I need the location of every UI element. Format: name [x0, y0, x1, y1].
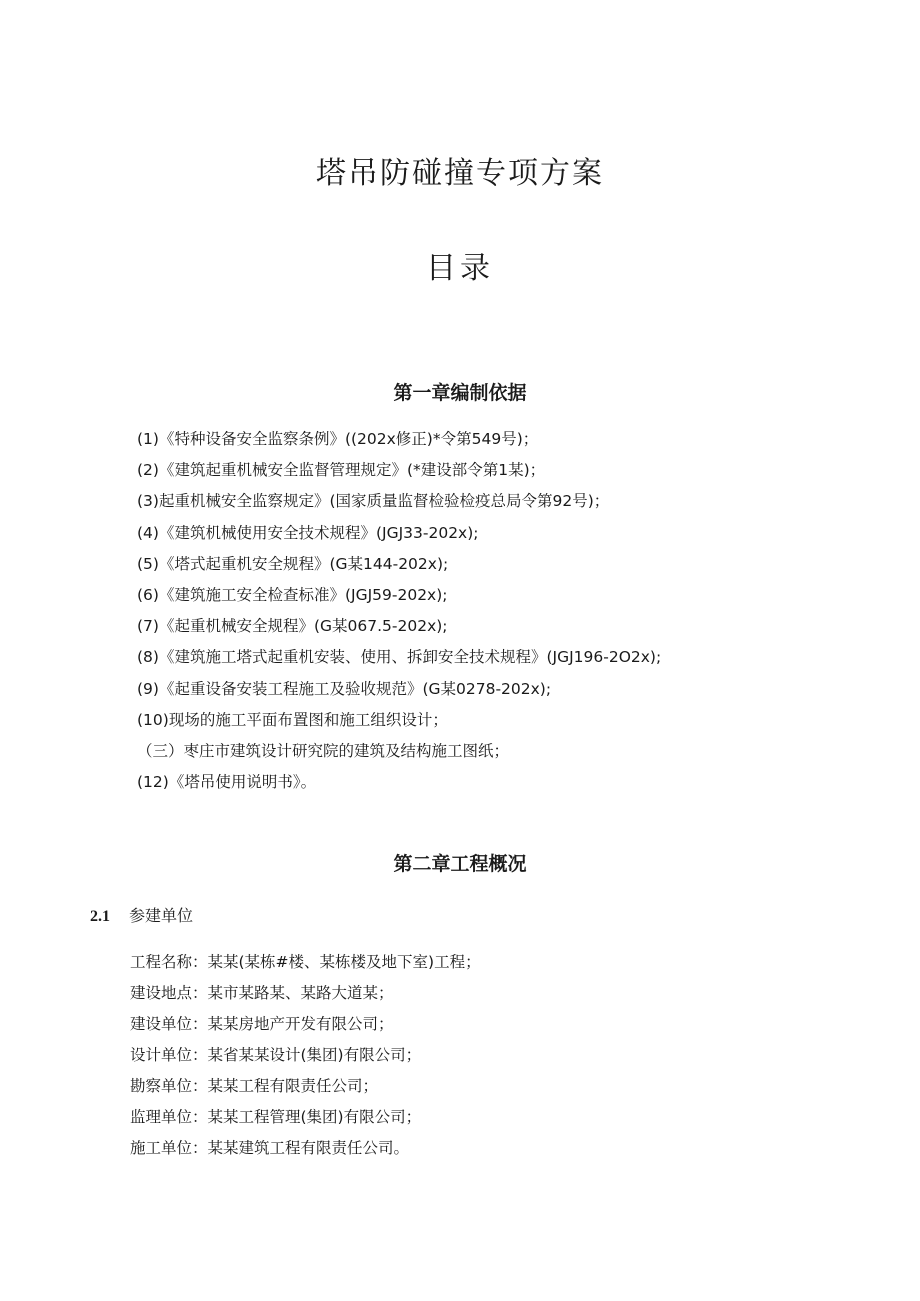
section-number: 2.1 [90, 908, 110, 925]
reference-item: (3)起重机械安全监察规定》(国家质量监督检验检疫总局令第92号)； [137, 492, 610, 511]
reference-item: (7)《起重机械安全规程》(G某067.5-202x); [137, 617, 448, 636]
reference-item: （三）枣庄市建筑设计研究院的建筑及结构施工图纸； [137, 741, 510, 760]
project-info-list [130, 948, 481, 1165]
project-info-item: 施工单位：某某建筑工程有限责任公司。 [130, 1139, 410, 1157]
project-info-item: 勘察单位：某某工程有限责任公司； [130, 1077, 379, 1095]
project-info-item: 工程名称：某某(某栋#楼、某栋楼及地下室)工程； [130, 953, 481, 971]
project-info-item: 设计单位：某省某某设计(集团)有限公司； [130, 1046, 422, 1064]
project-info-item: 监理单位：某某工程管理(集团)有限公司； [130, 1108, 422, 1126]
reference-list [137, 425, 661, 799]
project-info-item: 建设单位：某某房地产开发有限公司； [130, 1015, 394, 1033]
document-title: 塔吊防碰撞专项方案 [316, 156, 604, 191]
reference-item: (8)《建筑施工塔式起重机安装、使用、拆卸安全技术规程》(JGJ196-2O2x); [137, 648, 662, 667]
toc-title: 目录 [426, 251, 494, 286]
reference-item: (10)现场的施工平面布置图和施工组织设计； [137, 710, 448, 729]
reference-item: (12)《塔吊使用说明书》。 [137, 773, 317, 792]
section-heading [90, 904, 193, 929]
reference-item: (5)《塔式起重机安全规程》(G某144-202x); [137, 554, 449, 573]
project-info-item: 建设地点：某市某路某、某路大道某； [130, 984, 394, 1002]
reference-item: (2)《建筑起重机械安全监督管理规定》(*建设部令第1某)； [137, 461, 546, 480]
reference-item: (4)《建筑机械使用安全技术规程》(JGJ33-202x); [137, 523, 479, 542]
reference-item: (1)《特种设备安全监察条例》((202x修正)*令第549号)； [137, 430, 539, 448]
reference-item: (9)《起重设备安装工程施工及验收规范》(G某0278-202x); [137, 679, 552, 698]
reference-item: (6)《建筑施工安全检查标准》(JGJ59-202x); [137, 585, 448, 604]
section-title: 参建单位 [129, 906, 194, 925]
chapter-1-heading: 第一章编制依据 [393, 382, 527, 404]
chapter-2-heading: 第二章工程概况 [393, 853, 527, 875]
